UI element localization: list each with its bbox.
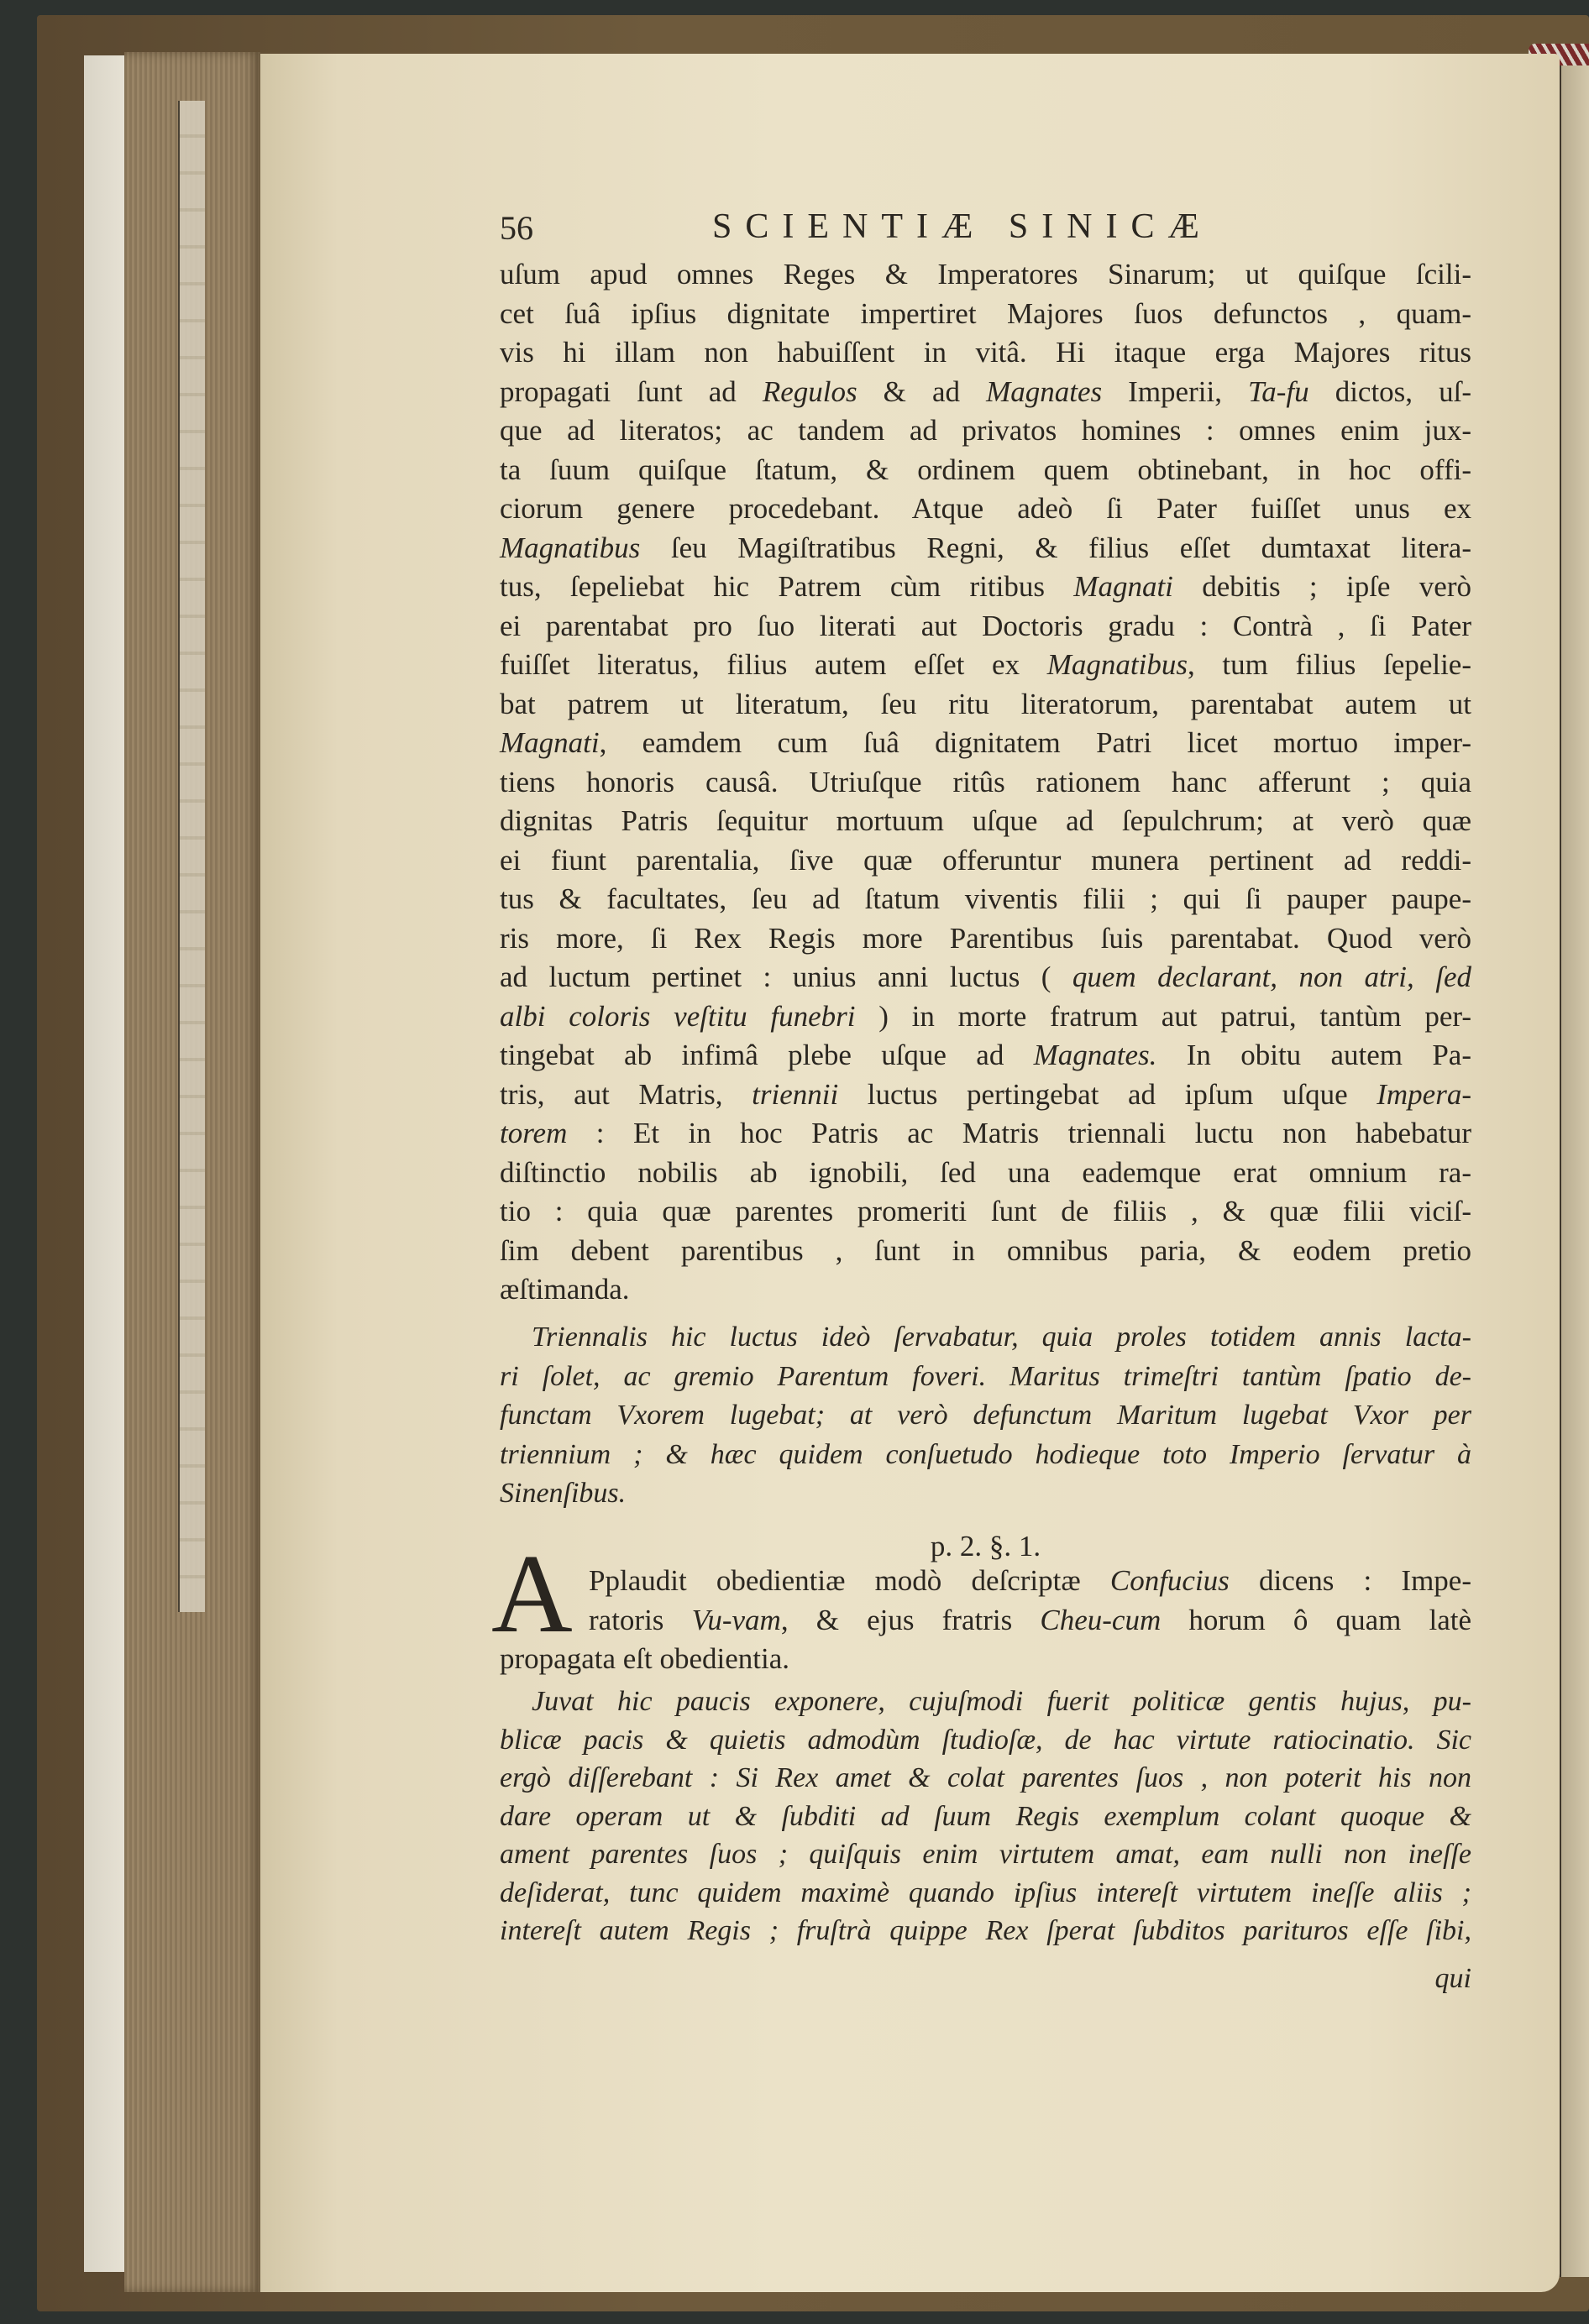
text-segment: tris, aut Matris,: [500, 1077, 753, 1111]
text-line: [500, 958, 1471, 997]
text-segment: cet ſuâ ipſius dignitate impertiret Majores ſuos defunctos , quam-: [500, 296, 1471, 330]
text-line: [500, 1759, 1471, 1798]
text-line: [500, 1270, 1471, 1310]
text-segment: Triennalis hic luctus ideò ſervabatur, quia proles totidem annis lacta-: [532, 1322, 1471, 1353]
emphasized-text: Magnates.: [1033, 1039, 1157, 1071]
text-line: [500, 1358, 1471, 1397]
text-line: [500, 1874, 1471, 1913]
text-line: [500, 1835, 1471, 1874]
text-segment: dictos, uſ-: [1308, 374, 1471, 408]
text-line: [500, 1036, 1471, 1076]
text-segment: ta ſuum quiſque ſtatum, & ordinem quem obtinebant, in hoc offi-: [500, 453, 1471, 486]
page-number: 56: [500, 209, 533, 247]
text-line: [500, 880, 1471, 919]
text-segment: Pplaudit obedientiæ modò deſcriptæ: [589, 1564, 1110, 1597]
text-segment: , & ejus fratris: [780, 1603, 1041, 1636]
text-line: [500, 1318, 1471, 1358]
text-line: [500, 529, 1471, 568]
text-line: [500, 1114, 1471, 1154]
text-line: [500, 1076, 1471, 1115]
emphasized-text: Magnati: [1073, 570, 1173, 603]
text-line: [500, 295, 1471, 334]
emphasized-text: Ta-fu: [1248, 374, 1309, 408]
emphasized-text: Magnatibus: [1046, 648, 1188, 681]
text-segment: ſim debent parentibus , ſunt in omnibus paria, & eodem pretio: [500, 1233, 1471, 1267]
text-segment: blicæ pacis & quietis admodùm ſtudioſæ, de hac virtute ratiocinatio. Sic: [500, 1724, 1471, 1756]
text-line: [500, 1474, 1471, 1514]
paragraph-confucius-applause: [500, 1562, 1471, 1679]
text-segment: intereſt autem Regis ; fruſtrà quippe Rex ſperat ſubditos parituros eſſe ſibi,: [500, 1915, 1471, 1946]
text-line: [500, 1192, 1471, 1232]
paragraph-mourning-rites: [500, 255, 1471, 1310]
drop-cap: A: [491, 1531, 573, 1656]
text-segment: horum ô quam latè: [1161, 1603, 1472, 1636]
text-segment: ad luctum pertinet : unius anni luctus (: [500, 960, 1072, 993]
text-segment: debitis ; ipſe verò: [1172, 570, 1471, 603]
emphasized-text: Magnates: [986, 374, 1103, 408]
section-heading: p. 2. §. 1.: [930, 1530, 1041, 1562]
text-line: [500, 1912, 1471, 1950]
folded-plate-edge: [178, 101, 205, 1612]
text-segment: ergò diſſerebant : Si Rex amet & colat parentes ſuos , non poterit his non: [500, 1762, 1471, 1793]
text-segment: & ad: [857, 374, 987, 408]
text-line: [500, 841, 1471, 881]
text-segment: æſtimanda.: [500, 1273, 630, 1306]
emphasized-text: Cheu-cum: [1040, 1603, 1162, 1636]
text-line: [500, 568, 1471, 607]
text-segment: : Et in hoc Patris ac Matris triennali luctu non habebatur: [567, 1117, 1471, 1149]
text-segment: fuiſſet literatus, filius autem eſſet ex: [500, 648, 1047, 681]
text-segment: bat patrem ut literatum, ſeu ritu literatorum, parentabat autem ut: [500, 687, 1471, 720]
text-line: [500, 607, 1471, 646]
text-segment: tio : quia quæ parentes promeriti ſunt de filiis , & quæ filii viciſ-: [500, 1195, 1471, 1227]
text-segment: que ad literatos; ac tandem ad privatos homines : omnes enim jux-: [500, 414, 1471, 447]
text-segment: propagati ſunt ad: [500, 374, 763, 408]
text-line: [500, 1683, 1471, 1721]
text-segment: ratoris: [589, 1603, 692, 1636]
paragraph-triennial-mourning-commentary: [500, 1318, 1471, 1514]
text-segment: ciorum genere procedebant. Atque adeò ſi Pater fuiſſet unus ex: [500, 492, 1471, 525]
emphasized-text: Impera-: [1377, 1077, 1471, 1111]
emphasized-text: torem: [500, 1117, 568, 1149]
text-segment: ei fiunt parentalia, ſive quæ offeruntur munera pertinent ad reddi-: [500, 843, 1471, 877]
text-segment: , eamdem cum ſuâ dignitatem Patri licet mortuo imper-: [599, 726, 1471, 759]
text-segment: propagata eſt obedientia.: [500, 1642, 789, 1675]
text-segment: ri ſolet, ac gremio Parentum foveri. Maritus trimeſtri tantùm ſpatio de-: [500, 1360, 1471, 1392]
text-segment: dicens : Impe-: [1229, 1564, 1471, 1597]
text-line: [500, 1721, 1471, 1760]
text-segment: diſtinctio nobilis ab ignobili, ſed una eademque erat omnium ra-: [500, 1155, 1471, 1189]
text-line: [500, 1798, 1471, 1836]
text-segment: functam Vxorem lugebat; at verò defunctum Maritum lugebat Vxor per: [500, 1400, 1471, 1431]
text-line: [500, 802, 1471, 841]
text-segment: tus, ſepeliebat hic Patrem cùm ritibus: [500, 570, 1074, 603]
text-segment: tiens honoris causâ. Utriuſque ritûs rationem hanc afferunt ; quia: [500, 765, 1471, 798]
text-line: [500, 1601, 1471, 1641]
text-line: [500, 451, 1471, 490]
text-line: [500, 763, 1471, 803]
text-segment: dignitas Patris ſequitur mortuum uſque ad ſepulchrum; at verò quæ: [500, 804, 1471, 837]
text-segment: tus & facultates, ſeu ad ſtatum viventis filii ; qui ſi pauper paupe-: [500, 882, 1471, 915]
text-segment: In obitu autem Pa-: [1156, 1039, 1471, 1071]
emphasized-text: quem declarant, non atri, ſed: [1072, 960, 1471, 993]
text-segment: Sinenſibus.: [500, 1478, 627, 1509]
text-segment: ) in morte fratrum aut patrui, tantùm per-: [855, 999, 1472, 1033]
emphasized-text: triennii: [752, 1077, 839, 1111]
text-line: [500, 411, 1471, 451]
text-segment: Juvat hic paucis exponere, cujuſmodi fuerit politicæ gentis hujus, pu-: [532, 1686, 1471, 1717]
text-line: [500, 489, 1471, 529]
text-line: [500, 646, 1471, 685]
text-line: [500, 333, 1471, 373]
text-segment: , tum filius ſepelie-: [1187, 648, 1472, 681]
endpaper: [84, 55, 126, 2272]
text-segment: ſeu Magiſtratibus Regni, & filius eſſet dumtaxat litera-: [640, 531, 1471, 564]
text-segment: ament parentes ſuos ; quiſquis enim virtutem amat, eam nulli non ineſſe: [500, 1839, 1471, 1870]
text-segment: deſiderat, tunc quidem maximè quando ipſius intereſt virtutem ineſſe aliis ;: [500, 1876, 1471, 1908]
text-line: [500, 1562, 1471, 1601]
text-line: [500, 997, 1471, 1037]
emphasized-text: Magnatibus: [500, 531, 641, 564]
text-line: [500, 1436, 1471, 1475]
text-line: [500, 1640, 1471, 1679]
text-line: [500, 1154, 1471, 1193]
emphasized-text: Vu-vam: [691, 1603, 781, 1636]
text-segment: tingebat ab infimâ plebe uſque ad: [500, 1039, 1034, 1071]
emphasized-text: Magnati: [500, 726, 600, 759]
emphasized-text: Regulos: [762, 374, 857, 408]
text-line: [500, 1396, 1471, 1436]
text-line: [500, 724, 1471, 763]
text-segment: uſum apud omnes Reges & Imperatores Sinarum; ut quiſque ſcili-: [500, 258, 1471, 290]
text-line: [500, 255, 1471, 295]
emphasized-text: albi coloris veſtitu funebri: [500, 999, 856, 1033]
facing-page-edge: [1560, 60, 1589, 2277]
text-segment: ei parentabat pro ſuo literati aut Doctoris gradu : Contrà , ſi Pater: [500, 609, 1471, 642]
text-line: [500, 919, 1471, 959]
text-line: [500, 685, 1471, 725]
text-segment: vis hi illam non habuiſſent in vitâ. Hi itaque erga Majores ritus: [500, 336, 1471, 369]
catchword: qui: [1434, 1963, 1471, 1994]
text-line: [500, 373, 1471, 412]
emphasized-text: Confucius: [1109, 1564, 1230, 1597]
running-title: SCIENTIÆ SINICÆ: [712, 207, 1213, 246]
text-segment: Imperii,: [1102, 374, 1248, 408]
paragraph-political-reasoning: [500, 1683, 1471, 1950]
text-segment: ris more, ſi Rex Regis more Parentibus ſuis parentabat. Quod verò: [500, 921, 1471, 955]
text-line: [500, 1232, 1471, 1271]
text-segment: luctus pertingebat ad ipſum uſque: [838, 1077, 1377, 1111]
text-segment: triennium ; & hæc quidem conſuetudo hodieque toto Imperio ſervatur à: [500, 1438, 1471, 1470]
text-segment: dare operam ut & ſubditi ad ſuum Regis exemplum colant quoque &: [500, 1800, 1471, 1832]
